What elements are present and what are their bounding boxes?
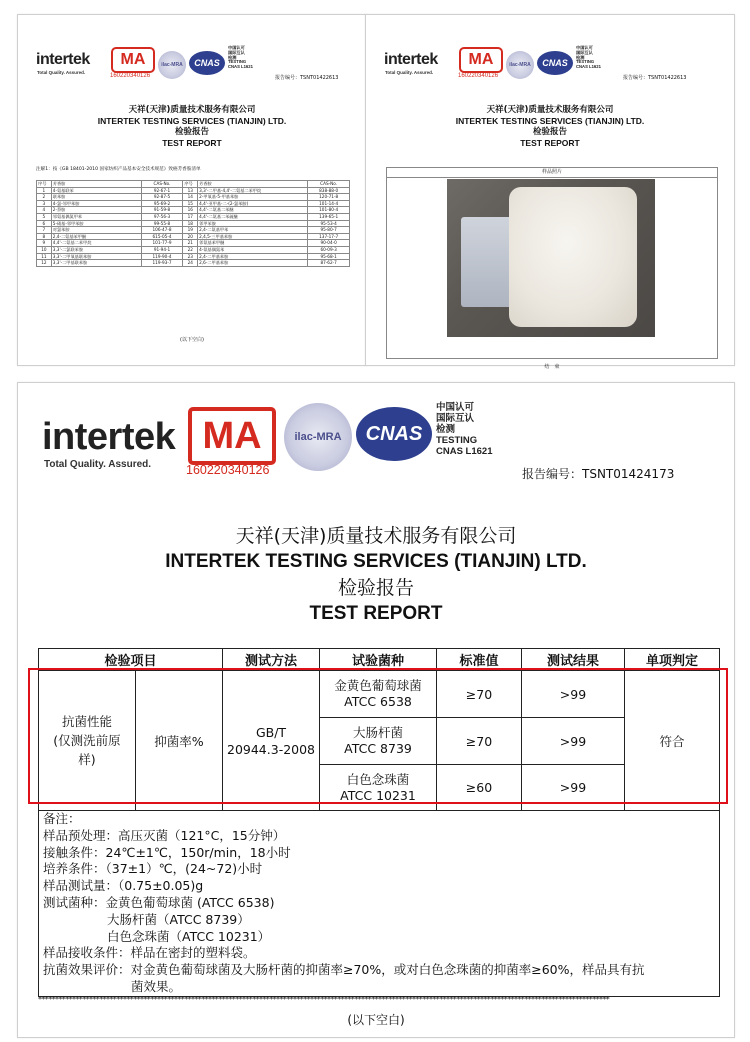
note-line: 白色念珠菌（ATCC 10231） <box>107 928 271 944</box>
end-label: 结 束 <box>544 364 560 370</box>
amine-table-row <box>37 207 350 214</box>
amine-cell: 97-56-3 <box>141 213 183 220</box>
amine-cell: 4,4'-二氨基二苯硫醚 <box>198 213 308 220</box>
intertek-logo: intertek <box>42 416 176 458</box>
amine-cell: 17 <box>183 213 198 220</box>
strain-cell: 白色念珠菌 ATCC 10231 <box>320 765 437 811</box>
amine-cell: 16 <box>183 207 198 214</box>
amine-cell: 7 <box>37 227 52 234</box>
amine-cell: 101-77-9 <box>141 240 183 247</box>
ma-number: 160220340126 <box>458 73 499 79</box>
standard-cell: ≥70 <box>437 671 522 718</box>
amine-cell: 2-萘胺 <box>51 207 141 214</box>
note-line: 测试菌种：金黄色葡萄球菌 (ATCC 6538) <box>43 894 275 910</box>
amine-table-row <box>37 220 350 227</box>
amine-table-row <box>37 240 350 247</box>
amine-cell: 12 <box>37 260 52 267</box>
amine-cell: 91-59-8 <box>141 207 183 214</box>
amine-cell: 95-80-7 <box>308 227 350 234</box>
tagline: Total Quality. Assured. <box>44 459 152 470</box>
amine-cell: 11 <box>37 253 52 260</box>
test-method-text: GB/T 20944.3-2008 <box>227 724 316 757</box>
amine-cell: 139-65-1 <box>308 213 350 220</box>
ma-mark: MA <box>188 407 276 465</box>
amine-cell: 120-71-8 <box>308 194 350 201</box>
cnas-logo: CNAS <box>356 407 432 461</box>
quilt-sample <box>509 187 637 327</box>
note-line: 大肠杆菌（ATCC 8739） <box>107 911 250 927</box>
report-page-1 <box>17 14 367 366</box>
amine-cell: 4,4'-二氨基二苯甲烷 <box>51 240 141 247</box>
amine-cell: 95-68-1 <box>308 253 350 260</box>
header-method: 测试方法 <box>223 649 320 671</box>
amine-cell: 4,4'-亚甲基-二-(2-氯苯胺) <box>198 200 308 207</box>
amine-table-row <box>37 227 350 234</box>
note-line: 备注： <box>43 811 81 826</box>
photo-label: 样品照片 <box>387 168 717 178</box>
amine-cell: 2,4-二氨基甲苯 <box>198 227 308 234</box>
amine-cell: 23 <box>183 253 198 260</box>
amine-cell: 3,3'-二甲氧基联苯胺 <box>51 253 141 260</box>
amine-cell: 9 <box>37 240 52 247</box>
amine-cell: 4-氯-邻甲苯胺 <box>51 200 141 207</box>
note-line: 样品接收条件：样品在密封的塑料袋。 <box>43 945 256 961</box>
tagline: Total Quality. Assured. <box>385 70 434 75</box>
amine-cell: 18 <box>183 220 198 227</box>
amine-cell: 3,3'-二氯联苯胺 <box>51 246 141 253</box>
amine-cell: 3,3'-二甲基-4,4'-二氨基二苯甲烷 <box>198 187 308 194</box>
amine-table-row <box>37 253 350 260</box>
amine-cell: 邻甲苯胺 <box>198 220 308 227</box>
result-cell: >99 <box>522 671 625 718</box>
note-line: 抗菌效果评价：对金黄色葡萄球菌及大肠杆菌的抑菌率≥70%，或对白色念珠菌的抑菌率≥60%，样品具有抗 <box>43 962 645 978</box>
amine-cell: 4-氨基偶氮苯 <box>198 246 308 253</box>
note-line: 培养条件：（37±1）℃，(24~72)小时 <box>43 861 263 877</box>
notes-section <box>38 807 720 997</box>
standard-cell: ≥60 <box>437 765 522 811</box>
amine-cell: 20 <box>183 233 198 240</box>
cnas-logo: CNAS <box>189 51 225 75</box>
result-cell: >99 <box>522 718 625 765</box>
test-item-metric: 抑菌率% <box>136 671 223 811</box>
amine-cell: 21 <box>183 240 198 247</box>
cnas-cert-text: 中国认可 国际互认 检测 TESTING CNAS L1621 <box>436 402 493 457</box>
amine-cell: 3,3'-二甲基联苯胺 <box>51 260 141 267</box>
cnas-cert-text: 中国认可 国际互认 检测 TESTING CNAS L1621 <box>228 45 253 70</box>
test-item-label: 抗菌性能 (仅测洗前原样) <box>53 714 121 767</box>
amine-cell: 联苯胺 <box>51 194 141 201</box>
highlight-box <box>28 668 728 804</box>
amine-table-row <box>37 194 350 201</box>
amine-cell: 615-05-4 <box>141 233 183 240</box>
amine-cell: 2,4-二氨基苯甲醚 <box>51 233 141 240</box>
amine-table-row <box>37 187 350 194</box>
ilac-mra-logo: ilac-MRA <box>158 51 186 79</box>
amine-table-row <box>37 246 350 253</box>
blank-marker: (以下空白) <box>180 337 204 343</box>
amine-cell: 1 <box>37 187 52 194</box>
amine-cell: 8 <box>37 233 52 240</box>
amine-cell: 4,4'-二氨基二苯醚 <box>198 207 308 214</box>
amine-cell: 137-17-7 <box>308 233 350 240</box>
ma-mark: MA <box>459 47 503 73</box>
amine-cell: 5 <box>37 213 52 220</box>
note-line: 样品预处理：高压灭菌（121°C，15分钟） <box>43 827 286 843</box>
amine-cell: 13 <box>183 187 198 194</box>
amine-cell: 2 <box>37 194 52 201</box>
header-result: 测试结果 <box>522 649 625 671</box>
amine-cell: 19 <box>183 227 198 234</box>
amine-cell: 2,4,5-三甲基苯胺 <box>198 233 308 240</box>
ma-number: 160220340126 <box>186 463 270 477</box>
amine-table-row <box>37 200 350 207</box>
amine-cell: 119-93-7 <box>141 260 183 267</box>
cnas-cert-text: 中国认可 国际互认 检测 TESTING CNAS L1621 <box>576 45 601 70</box>
amine-table-header: 序号 芳香胺 CAS-No. 序号 芳香胺 CAS-No. <box>37 181 350 188</box>
report-number: 报告编号：TSNT01424173 <box>522 467 675 481</box>
report-page-2 <box>365 14 735 370</box>
amine-cell: 14 <box>183 194 198 201</box>
amine-cell: 24 <box>183 260 198 267</box>
ilac-mra-logo: ilac-MRA <box>506 51 534 79</box>
amine-table <box>36 180 350 267</box>
intertek-logo: intertek <box>36 51 90 68</box>
note-line: 样品测试量：（0.75±0.05)g <box>43 878 204 894</box>
amine-table-row <box>37 260 350 267</box>
amine-cell: 对氯苯胺 <box>51 227 141 234</box>
amine-cell: 95-69-2 <box>141 200 183 207</box>
standard-cell: ≥70 <box>437 718 522 765</box>
amine-cell: 15 <box>183 200 198 207</box>
amine-cell: 106-47-8 <box>141 227 183 234</box>
note-line: 接触条件：24℃±1℃，150r/min，18小时 <box>43 844 291 860</box>
header-verdict: 单项判定 <box>625 649 720 671</box>
blank-marker: (以下空白) <box>347 1013 405 1027</box>
amine-cell: 838-88-0 <box>308 187 350 194</box>
amine-cell: 10 <box>37 246 52 253</box>
amine-cell: 119-90-4 <box>141 253 183 260</box>
verdict-cell: 符合 <box>625 671 720 811</box>
amine-cell: 91-94-1 <box>141 246 183 253</box>
amine-table-row <box>37 213 350 220</box>
ma-mark: MA <box>111 47 155 73</box>
amine-cell: 4-氨基联苯 <box>51 187 141 194</box>
amine-cell: 87-62-7 <box>308 260 350 267</box>
amine-cell: 95-53-4 <box>308 220 350 227</box>
amine-cell: 邻氨基偶氮甲苯 <box>51 213 141 220</box>
amine-cell: 邻氨基苯甲醚 <box>198 240 308 247</box>
amine-cell: 92-67-1 <box>141 187 183 194</box>
note-line: 菌效果。 <box>131 978 182 994</box>
amine-cell: 92-87-5 <box>141 194 183 201</box>
ma-number: 160220340126 <box>110 73 151 79</box>
asterisk-divider: ************************************************************************************************************************************************************************ <box>38 995 610 1004</box>
amine-cell: 2,4-二甲基苯胺 <box>198 253 308 260</box>
amine-cell: 6 <box>37 220 52 227</box>
amine-cell: 101-80-4 <box>308 207 350 214</box>
amine-cell: 101-14-4 <box>308 200 350 207</box>
amine-cell: 2-甲氧基-5-甲基苯胺 <box>198 194 308 201</box>
amine-cell: 3 <box>37 200 52 207</box>
amine-cell: 4 <box>37 207 52 214</box>
amine-cell: 5-硝基-邻甲苯胺 <box>51 220 141 227</box>
header-item: 检验项目 <box>39 649 223 671</box>
table-note: 注解1：按《GB 18401-2010 国家纺织产品基本安全技术规范》致癌芳香胺清单 <box>36 167 201 172</box>
report-heading: 天祥(天津)质量技术服务有限公司 INTERTEK TESTING SERVICES (TIANJIN) LTD. 检验报告 TEST REPORT <box>165 525 587 624</box>
report-heading: 天祥(天津)质量技术服务有限公司 INTERTEK TESTING SERVICES (TIANJIN) LTD. 检验报告 TEST REPORT <box>455 105 645 148</box>
sample-photo <box>447 179 655 337</box>
strain-cell: 金黄色葡萄球菌 ATCC 6538 <box>320 671 437 718</box>
cnas-logo: CNAS <box>537 51 573 75</box>
amine-cell: 90-04-0 <box>308 240 350 247</box>
report-page-3 <box>17 382 735 1038</box>
tagline: Total Quality. Assured. <box>37 70 86 75</box>
header-standard: 标准值 <box>437 649 522 671</box>
strain-cell: 大肠杆菌 ATCC 8739 <box>320 718 437 765</box>
photo-frame <box>386 167 718 370</box>
amine-cell: 99-55-8 <box>141 220 183 227</box>
intertek-logo: intertek <box>384 51 438 68</box>
amine-cell: 2,6-二甲基苯胺 <box>198 260 308 267</box>
amine-table-row <box>37 233 350 240</box>
header-strain: 试验菌种 <box>320 649 437 671</box>
report-number: 报告编号：TSNT01422613 <box>275 75 339 81</box>
result-cell: >99 <box>522 765 625 811</box>
ilac-mra-logo: ilac-MRA <box>284 403 352 471</box>
report-heading: 天祥(天津)质量技术服务有限公司 INTERTEK TESTING SERVICES (TIANJIN) LTD. 检验报告 TEST REPORT <box>97 105 287 148</box>
amine-cell: 22 <box>183 246 198 253</box>
report-number: 报告编号：TSNT01422613 <box>623 75 687 81</box>
amine-cell: 60-09-3 <box>308 246 350 253</box>
